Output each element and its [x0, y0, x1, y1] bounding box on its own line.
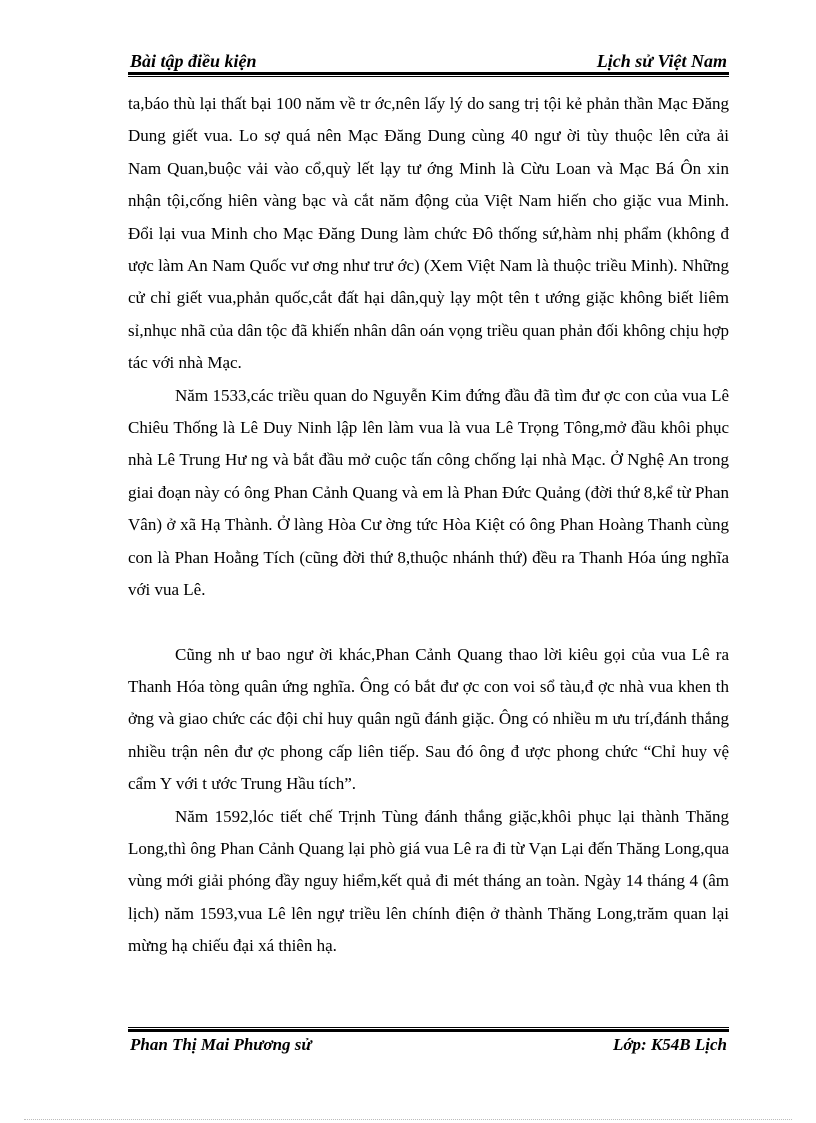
footer-author: Phan Thị Mai Phương sử — [130, 1035, 312, 1054]
paragraph-1: ta,báo thù lại thất bại 100 năm về tr ớc,nên lấy lý do sang trị tội kẻ phản thần Mạc Đăng Dung giết vua. Lo sợ quá nên Mạc Đăng Dung cùng 40 ngư ời tùy thuộc lên cửa ải Nam Quan,buộc vải vào cổ,quỳ lết lạy tư ớng Minh là Cừu Loan và Mạc Bá Ôn xin nhận tội,cống hiên vàng bạc và cắt năm động của Việt Nam hiến cho giặc vua Minh. Đổi lại vua Minh cho Mạc Đăng Dung làm chức Đô thống sứ,hàm nhị phẩm (không đ ược làm An Nam Quốc vư ơng như trư ớc) (Xem Việt Nam là thuộc triều Minh). Những cử chỉ giết vua,phản quốc,cắt đất hại dân,quỳ lạy một tên t ướng giặc không biết liêm sỉ,nhục nhã của dân tộc đã khiến nhân dân oán vọng triều quan phản đối không chịu hợp tác với nhà Mạc. — [128, 94, 730, 373]
footer-divider — [128, 1027, 729, 1032]
header-course-title: Bài tập điều kiện — [130, 51, 257, 71]
page-header — [128, 47, 729, 73]
paragraph-4: Năm 1592,lóc tiết chế Trịnh Tùng đánh thắng giặc,khôi phục lại thành Thăng Long,thì ông Phan Cảnh Quang lại phò giá vua Lê ra đi từ Vạn Lại đến Thăng Long,qua vùng mới giải phóng đầy nguy hiểm,kết quả đi mét tháng an toàn. Ngày 14 tháng 4 (âm lịch) năm 1593,vua Lê lên ngự triều lên chính điện ở thành Thăng Long,trăm quan lại mừng hạ chiếu đại xá thiên hạ. — [128, 806, 729, 956]
footer-class: Lớp: K54B Lịch — [613, 1035, 727, 1054]
document-body — [128, 88, 729, 963]
header-subject-title: Lịch sử Việt Nam — [596, 51, 727, 71]
header-divider — [128, 72, 729, 77]
page-bottom-dotted-line — [24, 1119, 792, 1120]
paragraph-2: Năm 1533,các triều quan do Nguyễn Kim đứng đầu đã tìm đư ợc con của vua Lê Chiêu Thống là Lê Duy Ninh lập lên làm vua là vua Lê Trọng Tông,mở đầu khôi phục nhà Lê Trung Hư ng và bắt đầu mở cuộc tấn công chống lại nhà Mạc. Ở Nghệ An trong giai đoạn này có ông Phan Cảnh Quang và em là Phan Đức Quảng (đời thứ 8,kể từ Phan Vân) ở xã Hạ Thành. Ở làng Hòa Cư ờng tức Hòa Kiệt có ông Phan Hoàng Thanh cùng con là Phan Hoằng Tích (cũng đời thứ 8,thuộc nhánh thứ) đều ra Thanh Hóa úng nghĩa với vua Lê. — [128, 385, 729, 600]
paragraph-3: Cũng nh ư bao ngư ời khác,Phan Cảnh Quang thao lời kiêu gọi của vua Lê ra Thanh Hóa tòng quân ứng nghĩa. Ông có bắt đư ợc con voi sổ tàu,đ ợc nhà vua khen th ởng và giao chức các đội chỉ huy quân ngũ đánh giặc. Ông có nhiều m ưu trí,đánh thắng nhiều trận nên đư ợc phong cấp liên tiếp. Sau đó ông đ ược phong chức “Chỉ huy vệ cẩm Y với t ước Trung Hầu tích”. — [128, 644, 729, 794]
